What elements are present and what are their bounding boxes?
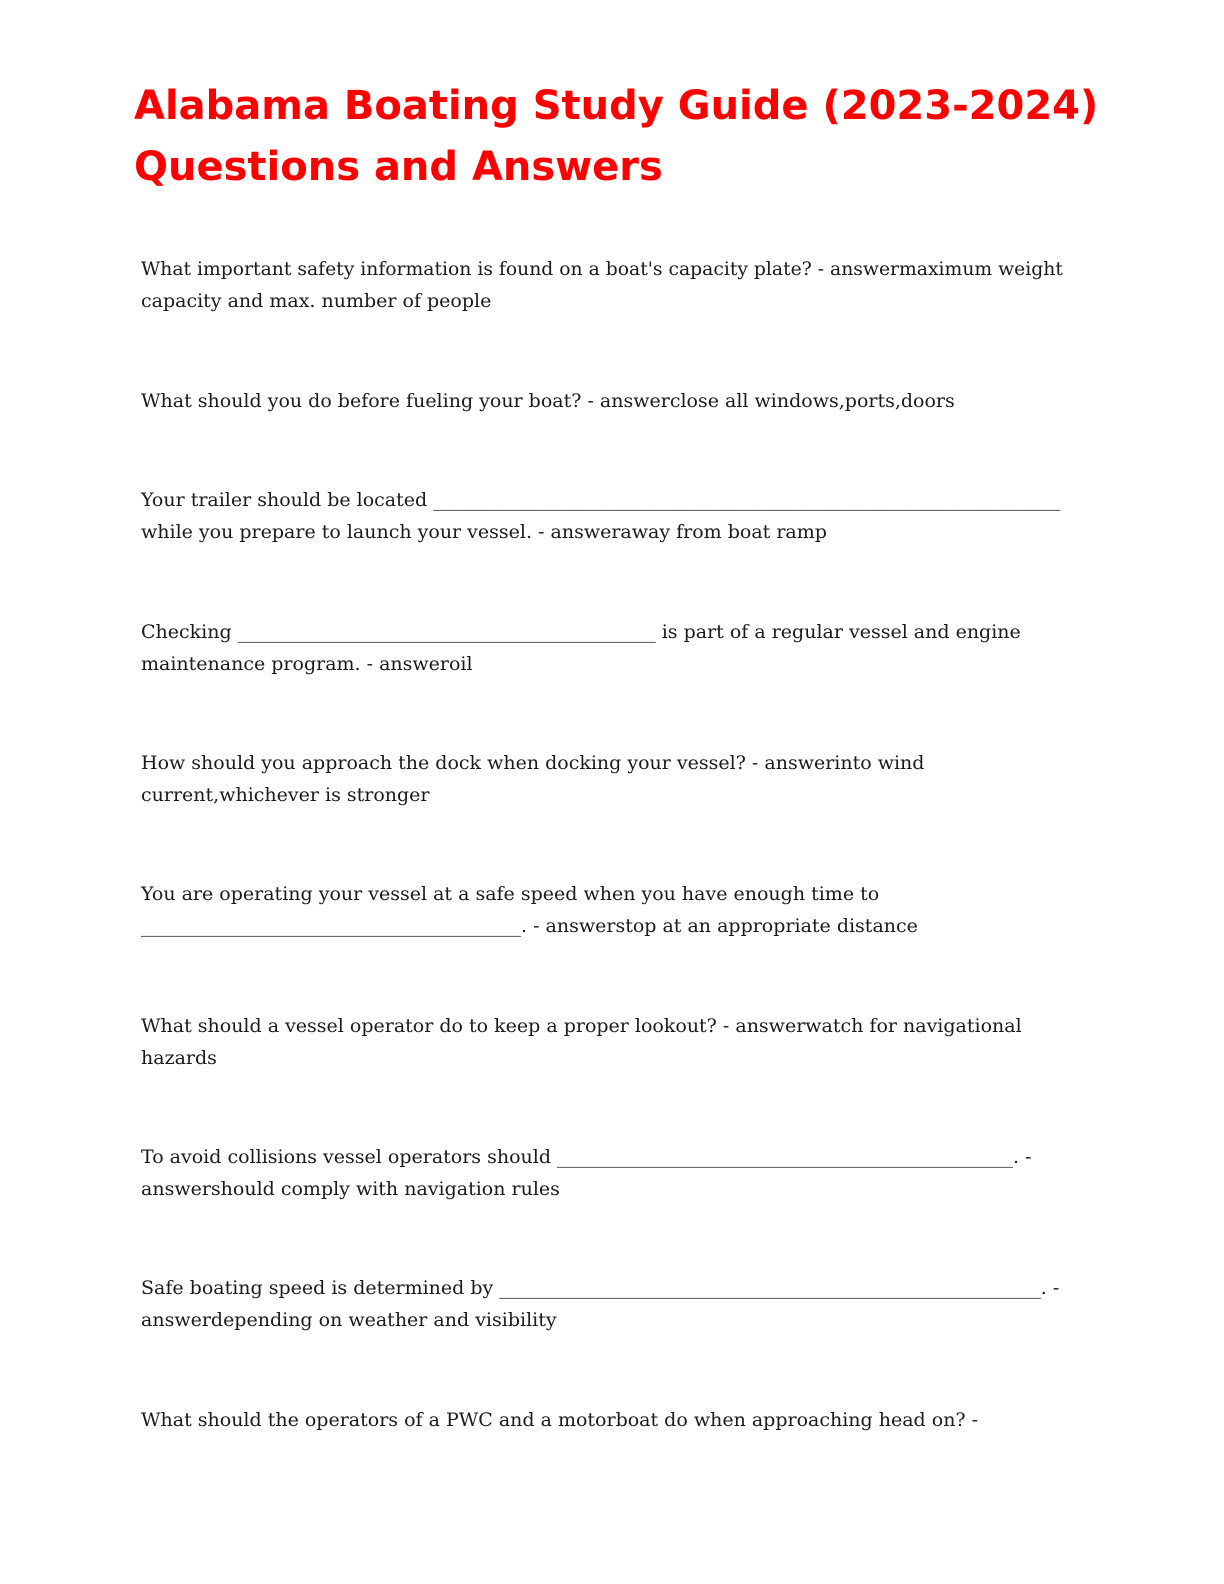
qa-line: ________________________________________. - answerstop at an appropriate distance (141, 914, 918, 937)
qa-line: Safe boating speed is determined by _________________________________________________________. - (141, 1277, 1060, 1299)
title-line-1: Alabama Boating Study Guide (2023-2024) (134, 83, 1099, 129)
qa-item-trailer (141, 485, 1071, 548)
qa-item-head-on (141, 1405, 1071, 1437)
qa-line: answershould comply with navigation rules (141, 1177, 560, 1200)
qa-line: answerdepending on weather and visibility (141, 1308, 557, 1331)
qa-item-fueling (141, 386, 1071, 418)
qa-line: You are operating your vessel at a safe speed when you have enough time to (141, 883, 880, 905)
qa-line: To avoid collisions vessel operators should ________________________________________________. - (141, 1146, 1032, 1168)
qa-item-docking (141, 748, 1071, 811)
qa-line: How should you approach the dock when docking your vessel? - answerinto wind (141, 752, 925, 774)
qa-line: Your trailer should be located __________________________________________________________________ (141, 489, 1061, 511)
qa-line: What should a vessel operator do to keep a proper lookout? - answerwatch for navigational (141, 1015, 1022, 1037)
qa-item-maintenance (141, 617, 1071, 680)
qa-line: current,whichever is stronger (141, 783, 430, 806)
qa-item-boating-speed (141, 1273, 1071, 1336)
qa-line: maintenance program. - answeroil (141, 652, 473, 675)
qa-line: hazards (141, 1046, 217, 1069)
title-line-2: Questions and Answers (134, 144, 663, 190)
qa-line: What should the operators of a PWC and a motorboat do when approaching head on? - (141, 1409, 979, 1431)
qa-item-lookout (141, 1011, 1071, 1074)
qa-item-capacity-plate (141, 254, 1071, 317)
qa-line: What should you do before fueling your boat? - answerclose all windows,ports,doors (141, 390, 955, 412)
qa-line: Checking ____________________________________________ is part of a regular vessel and engine (141, 621, 1021, 643)
qa-line: capacity and max. number of people (141, 289, 492, 312)
qa-line: while you prepare to launch your vessel. - answeraway from boat ramp (141, 520, 827, 543)
qa-item-safe-speed (141, 879, 1071, 942)
qa-item-collisions (141, 1142, 1071, 1205)
document-title (134, 76, 1204, 198)
qa-line: What important safety information is found on a boat's capacity plate? - answermaximum weight (141, 259, 1063, 280)
